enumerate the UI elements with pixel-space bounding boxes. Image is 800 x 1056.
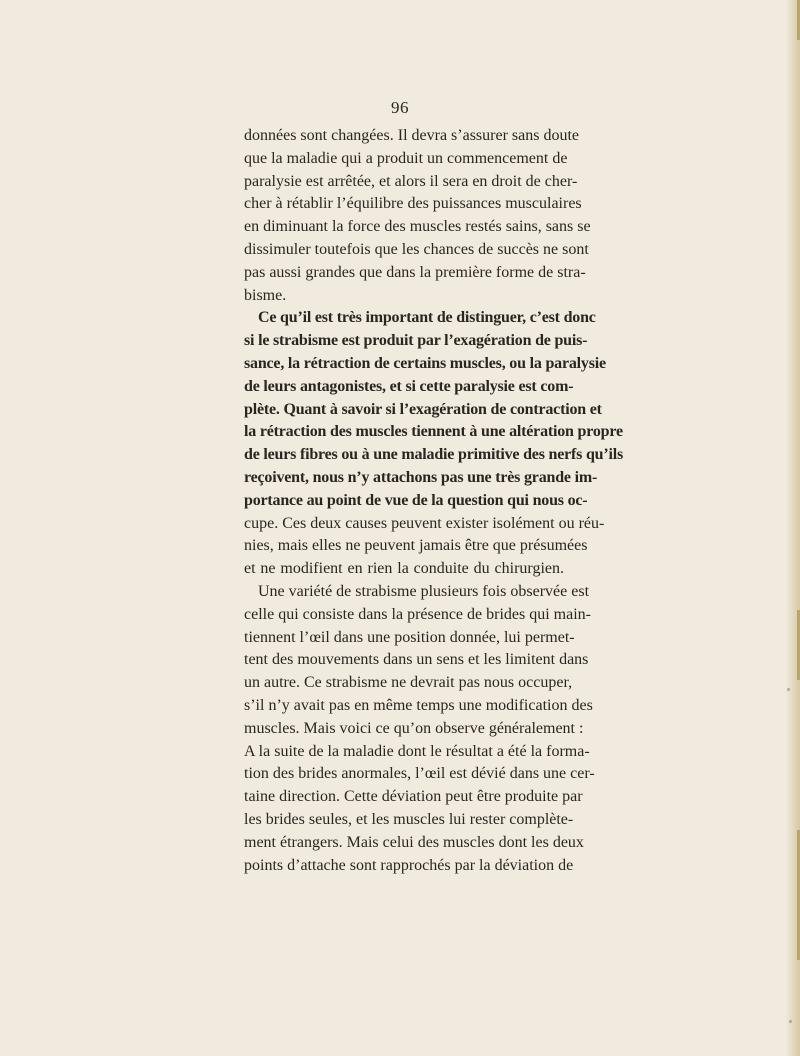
- text-line: pas aussi grandes que dans la première forme de stra-: [244, 263, 586, 281]
- text-line: que la maladie qui a produit un commencement de: [244, 149, 568, 167]
- text-line: muscles. Mais voici ce qu’on observe généralement :: [244, 719, 584, 737]
- text-line: données sont changées. Il devra s’assurer sans doute: [244, 127, 580, 144]
- text-line: points d’attache sont rapprochés par la déviation de: [244, 856, 574, 874]
- page-number: 96: [391, 98, 409, 117]
- paragraph-3: [244, 581, 595, 877]
- text-line: de leurs antagonistes, et si cette paralysie est com-: [244, 377, 574, 395]
- text-line: dissimuler toutefois que les chances de succès ne sont: [244, 240, 589, 258]
- text-line: taine direction. Cette déviation peut être produite par: [244, 788, 583, 806]
- text-line: ment étrangers. Mais celui des muscles dont les deux: [244, 833, 584, 851]
- text-line: paralysie est arrêtée, et alors il sera en droit de cher-: [244, 172, 578, 190]
- text-line: un autre. Ce strabisme ne devrait pas nous occuper,: [244, 674, 573, 692]
- text-line: cupe. Ces deux causes peuvent exister isolément ou réu-: [244, 514, 605, 532]
- paragraph-2: [244, 307, 624, 512]
- text-line: plète. Quant à savoir si l’exagération de contraction et: [244, 400, 602, 418]
- text-line: nies, mais elles ne peuvent jamais être que présumées: [244, 537, 588, 555]
- text-line: cher à rétablir l’équilibre des puissances musculaires: [244, 195, 582, 213]
- text-line: Une variété de strabisme plusieurs fois observée est: [258, 582, 590, 600]
- text-line: celle qui consiste dans la présence de brides qui main-: [244, 605, 591, 623]
- text-line: reçoivent, nous n’y attachons pas une très grande im-: [244, 468, 598, 486]
- text-line: les brides seules, et les muscles lui rester complète-: [244, 810, 574, 828]
- text-line: la rétraction des muscles tiennent à une altération propre: [244, 423, 623, 441]
- paragraph-2-continued: [244, 513, 605, 581]
- text-line: A la suite de la maladie dont le résultat a été la forma-: [244, 742, 590, 760]
- body-text: [244, 125, 624, 877]
- paper-speck: [789, 1020, 792, 1023]
- text-line: de leurs fibres ou à une maladie primitive des nerfs qu’ils: [244, 446, 624, 464]
- paper-speck: [787, 688, 790, 691]
- text-line: en diminuant la force des muscles restés sains, sans se: [244, 218, 591, 236]
- text-line: tion des brides anormales, l’œil est dévié dans une cer-: [244, 765, 595, 783]
- text-line: portance au point de vue de la question qui nous oc-: [244, 491, 588, 509]
- text-line: bisme.: [244, 286, 287, 304]
- text-line: sance, la rétraction de certains muscles, ou la paralysie: [244, 354, 606, 372]
- text-line: tiennent l’œil dans une position donnée, lui permet-: [244, 628, 575, 646]
- text-line: Ce qu’il est très important de distinguer, c’est donc: [258, 309, 596, 327]
- text-line: s’il n’y avait pas en même temps une modification des: [244, 696, 593, 714]
- text-line: et ne modifient en rien la conduite du chirurgien.: [244, 560, 564, 578]
- text-line: tent des mouvements dans un sens et les limitent dans: [244, 651, 589, 669]
- paragraph-1: [244, 125, 591, 307]
- text-line: si le strabisme est produit par l’exagération de puis-: [244, 332, 588, 350]
